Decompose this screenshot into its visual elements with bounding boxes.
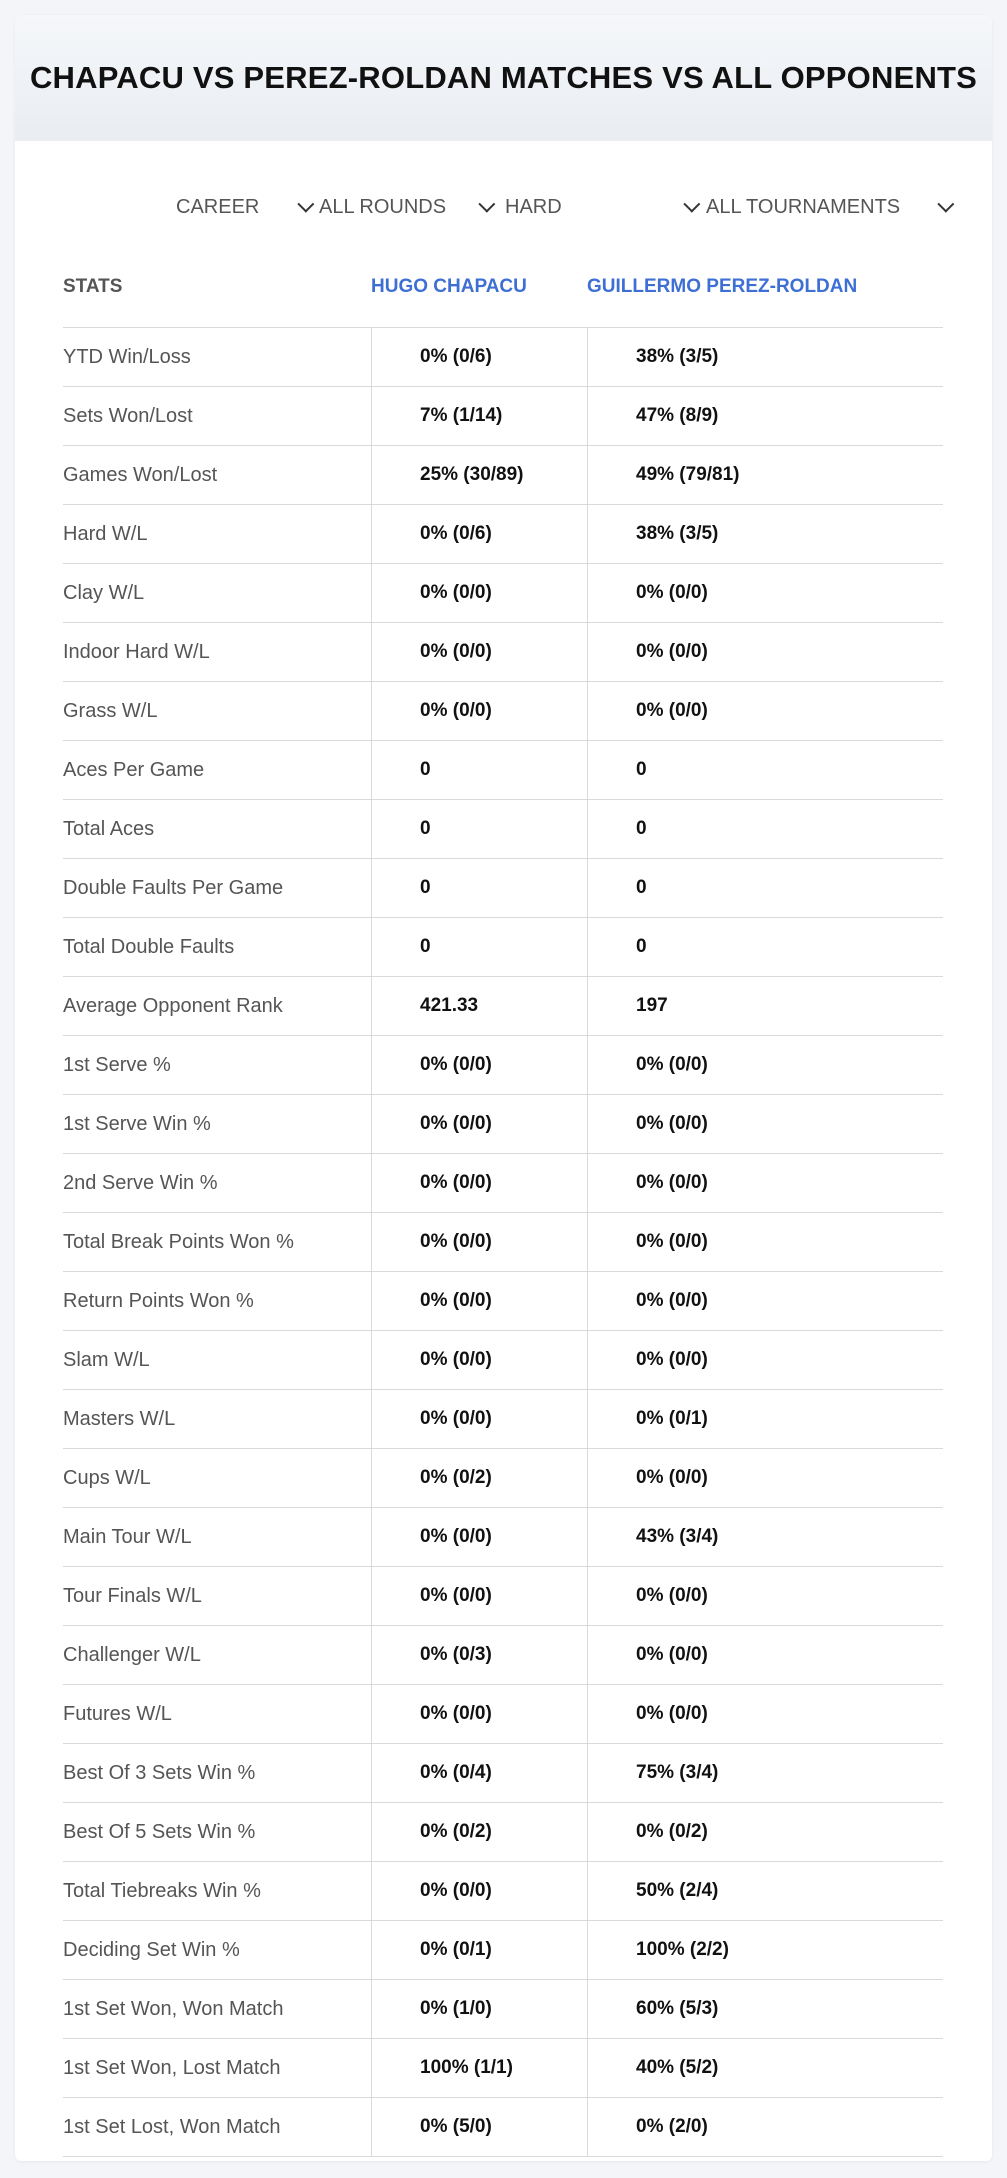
player1-value: 0% (0/4) — [372, 1744, 588, 1802]
player2-value: 0% (0/0) — [636, 1467, 708, 1488]
stats-table — [63, 247, 943, 2157]
player1-value: 0% (0/0) — [372, 1685, 588, 1743]
table-row — [63, 1980, 943, 2039]
player1-value: 0% (0/0) — [372, 1213, 588, 1271]
table-row — [63, 328, 943, 387]
player2-value: 0 — [636, 759, 647, 780]
stat-label: Cups W/L — [63, 1449, 372, 1507]
table-row — [63, 564, 943, 623]
page-title: CHAPACU VS PEREZ-ROLDAN MATCHES VS ALL OPPONENTS — [29, 60, 978, 95]
player1-value: 0% (0/1) — [372, 1921, 588, 1979]
player2-value: 50% (2/4) — [636, 1880, 719, 1901]
player1-value: 0% (0/0) — [372, 623, 588, 681]
table-row — [63, 1744, 943, 1803]
stat-label: 1st Set Won, Won Match — [63, 1980, 372, 2038]
player1-value: 0% (0/0) — [372, 1036, 588, 1094]
player1-value: 0% (0/2) — [372, 1449, 588, 1507]
page-header — [15, 15, 992, 141]
table-body — [63, 328, 943, 2157]
chevron-down-icon — [937, 196, 954, 213]
table-row — [63, 1508, 943, 1567]
player1-value: 0% (0/2) — [372, 1803, 588, 1861]
player1-value: 0% (0/6) — [372, 328, 588, 386]
player2-value: 75% (3/4) — [636, 1762, 719, 1783]
stat-label: Total Tiebreaks Win % — [63, 1862, 372, 1920]
player2-value: 0% (0/0) — [636, 1585, 708, 1606]
tournaments-filter-select[interactable] — [706, 187, 953, 227]
player2-value: 0 — [636, 877, 647, 898]
table-row — [63, 2039, 943, 2098]
player2-value: 60% (5/3) — [636, 1998, 719, 2019]
player2-value: 0% (0/0) — [636, 1231, 708, 1252]
table-row — [63, 505, 943, 564]
stat-label: 1st Serve % — [63, 1036, 372, 1094]
player1-value: 0% (0/0) — [372, 1154, 588, 1212]
stat-label: Total Aces — [63, 800, 372, 858]
table-row — [63, 623, 943, 682]
stat-label: Masters W/L — [63, 1390, 372, 1448]
stat-label: Aces Per Game — [63, 741, 372, 799]
table-row — [63, 1921, 943, 1980]
player1-value: 0% (0/0) — [372, 1508, 588, 1566]
table-row — [63, 1862, 943, 1921]
player1-value: 0% (0/0) — [372, 1862, 588, 1920]
table-row — [63, 1036, 943, 1095]
stat-label: Grass W/L — [63, 682, 372, 740]
chevron-down-icon — [297, 196, 314, 213]
filter-value: ALL TOURNAMENTS — [706, 195, 901, 218]
filter-value: HARD — [505, 195, 562, 218]
player1-value: 0% (0/0) — [372, 1331, 588, 1389]
player1-value: 0% (0/0) — [372, 682, 588, 740]
player1-value: 7% (1/14) — [372, 387, 588, 445]
player2-value: 0% (0/0) — [636, 700, 708, 721]
player2-value: 0% (0/2) — [636, 1821, 708, 1842]
stat-label: Slam W/L — [63, 1331, 372, 1389]
player2-value: 0 — [636, 818, 647, 839]
career-filter-select[interactable] — [176, 187, 313, 227]
surface-filter-select[interactable] — [505, 187, 699, 227]
player2-value: 0% (0/0) — [636, 1703, 708, 1724]
player1-value: 0 — [372, 918, 588, 976]
filter-value: CAREER — [176, 195, 260, 218]
table-row — [63, 1626, 943, 1685]
stat-label: Average Opponent Rank — [63, 977, 372, 1035]
player1-value: 0% (5/0) — [372, 2098, 588, 2156]
filter-value: ALL ROUNDS — [319, 195, 447, 218]
player2-value: 0% (0/0) — [636, 1054, 708, 1075]
stat-label: Hard W/L — [63, 505, 372, 563]
player1-value: 0% (0/0) — [372, 564, 588, 622]
stat-label: Total Double Faults — [63, 918, 372, 976]
player1-value: 0% (0/3) — [372, 1626, 588, 1684]
stat-label: 2nd Serve Win % — [63, 1154, 372, 1212]
table-row — [63, 1449, 943, 1508]
table-row — [63, 1685, 943, 1744]
player2-value: 49% (79/81) — [636, 464, 740, 485]
stats-column-header: STATS — [63, 276, 123, 297]
player1-value: 0% (0/0) — [372, 1095, 588, 1153]
player1-value: 0% (0/0) — [372, 1272, 588, 1330]
filter-bar — [15, 187, 992, 227]
player2-value: 40% (5/2) — [636, 2057, 719, 2078]
chevron-down-icon — [683, 196, 700, 213]
player2-value: 0% (0/0) — [636, 641, 708, 662]
stat-label: Return Points Won % — [63, 1272, 372, 1330]
table-row — [63, 800, 943, 859]
stat-label: Sets Won/Lost — [63, 387, 372, 445]
player2-value: 0% (2/0) — [636, 2116, 708, 2137]
stat-label: Deciding Set Win % — [63, 1921, 372, 1979]
chevron-down-icon — [478, 196, 495, 213]
stat-label: 1st Set Won, Lost Match — [63, 2039, 372, 2097]
player2-value: 0% (0/0) — [636, 1644, 708, 1665]
table-header — [63, 247, 943, 328]
stat-label: Tour Finals W/L — [63, 1567, 372, 1625]
stat-label: Best Of 3 Sets Win % — [63, 1744, 372, 1802]
table-row — [63, 977, 943, 1036]
stat-label: Games Won/Lost — [63, 446, 372, 504]
stat-label: Main Tour W/L — [63, 1508, 372, 1566]
stat-label: 1st Serve Win % — [63, 1095, 372, 1153]
stat-label: Clay W/L — [63, 564, 372, 622]
player2-value: 0% (0/0) — [636, 1113, 708, 1134]
stat-label: Futures W/L — [63, 1685, 372, 1743]
player1-value: 0% (1/0) — [372, 1980, 588, 2038]
stat-label: YTD Win/Loss — [63, 328, 372, 386]
player2-value: 100% (2/2) — [636, 1939, 729, 1960]
player1-value: 0% (0/0) — [372, 1567, 588, 1625]
player2-value: 0% (0/0) — [636, 1172, 708, 1193]
table-row — [63, 859, 943, 918]
player1-value: 0 — [372, 741, 588, 799]
table-row — [63, 1154, 943, 1213]
player1-value: 421.33 — [372, 977, 588, 1035]
table-row — [63, 1390, 943, 1449]
player1-column-header[interactable]: HUGO CHAPACU — [371, 276, 527, 297]
table-row — [63, 1095, 943, 1154]
stat-label: Challenger W/L — [63, 1626, 372, 1684]
player1-value: 100% (1/1) — [372, 2039, 588, 2097]
player1-value: 25% (30/89) — [372, 446, 588, 504]
player1-value: 0% (0/6) — [372, 505, 588, 563]
table-row — [63, 741, 943, 800]
table-row — [63, 446, 943, 505]
stat-label: Double Faults Per Game — [63, 859, 372, 917]
table-row — [63, 1272, 943, 1331]
player2-value: 0% (0/0) — [636, 582, 708, 603]
player2-value: 0% (0/0) — [636, 1290, 708, 1311]
player2-value: 0 — [636, 936, 647, 957]
player1-value: 0 — [372, 859, 588, 917]
player2-value: 0% (0/1) — [636, 1408, 708, 1429]
table-row — [63, 918, 943, 977]
stats-card — [15, 15, 992, 2161]
table-row — [63, 682, 943, 741]
player2-value: 43% (3/4) — [636, 1526, 719, 1547]
stat-label: Best Of 5 Sets Win % — [63, 1803, 372, 1861]
player2-value: 197 — [636, 995, 668, 1016]
player2-value: 38% (3/5) — [636, 523, 719, 544]
player1-value: 0% (0/0) — [372, 1390, 588, 1448]
table-row — [63, 1331, 943, 1390]
table-row — [63, 1213, 943, 1272]
table-row — [63, 1803, 943, 1862]
table-row — [63, 2098, 943, 2157]
player1-value: 0 — [372, 800, 588, 858]
stat-label: Total Break Points Won % — [63, 1213, 372, 1271]
player2-value: 47% (8/9) — [636, 405, 719, 426]
player2-value: 38% (3/5) — [636, 346, 719, 367]
stat-label: Indoor Hard W/L — [63, 623, 372, 681]
table-row — [63, 1567, 943, 1626]
stat-label: 1st Set Lost, Won Match — [63, 2098, 372, 2156]
player2-column-header[interactable]: GUILLERMO PEREZ-ROLDAN — [587, 276, 858, 297]
rounds-filter-select[interactable] — [319, 187, 494, 227]
table-row — [63, 387, 943, 446]
player2-value: 0% (0/0) — [636, 1349, 708, 1370]
